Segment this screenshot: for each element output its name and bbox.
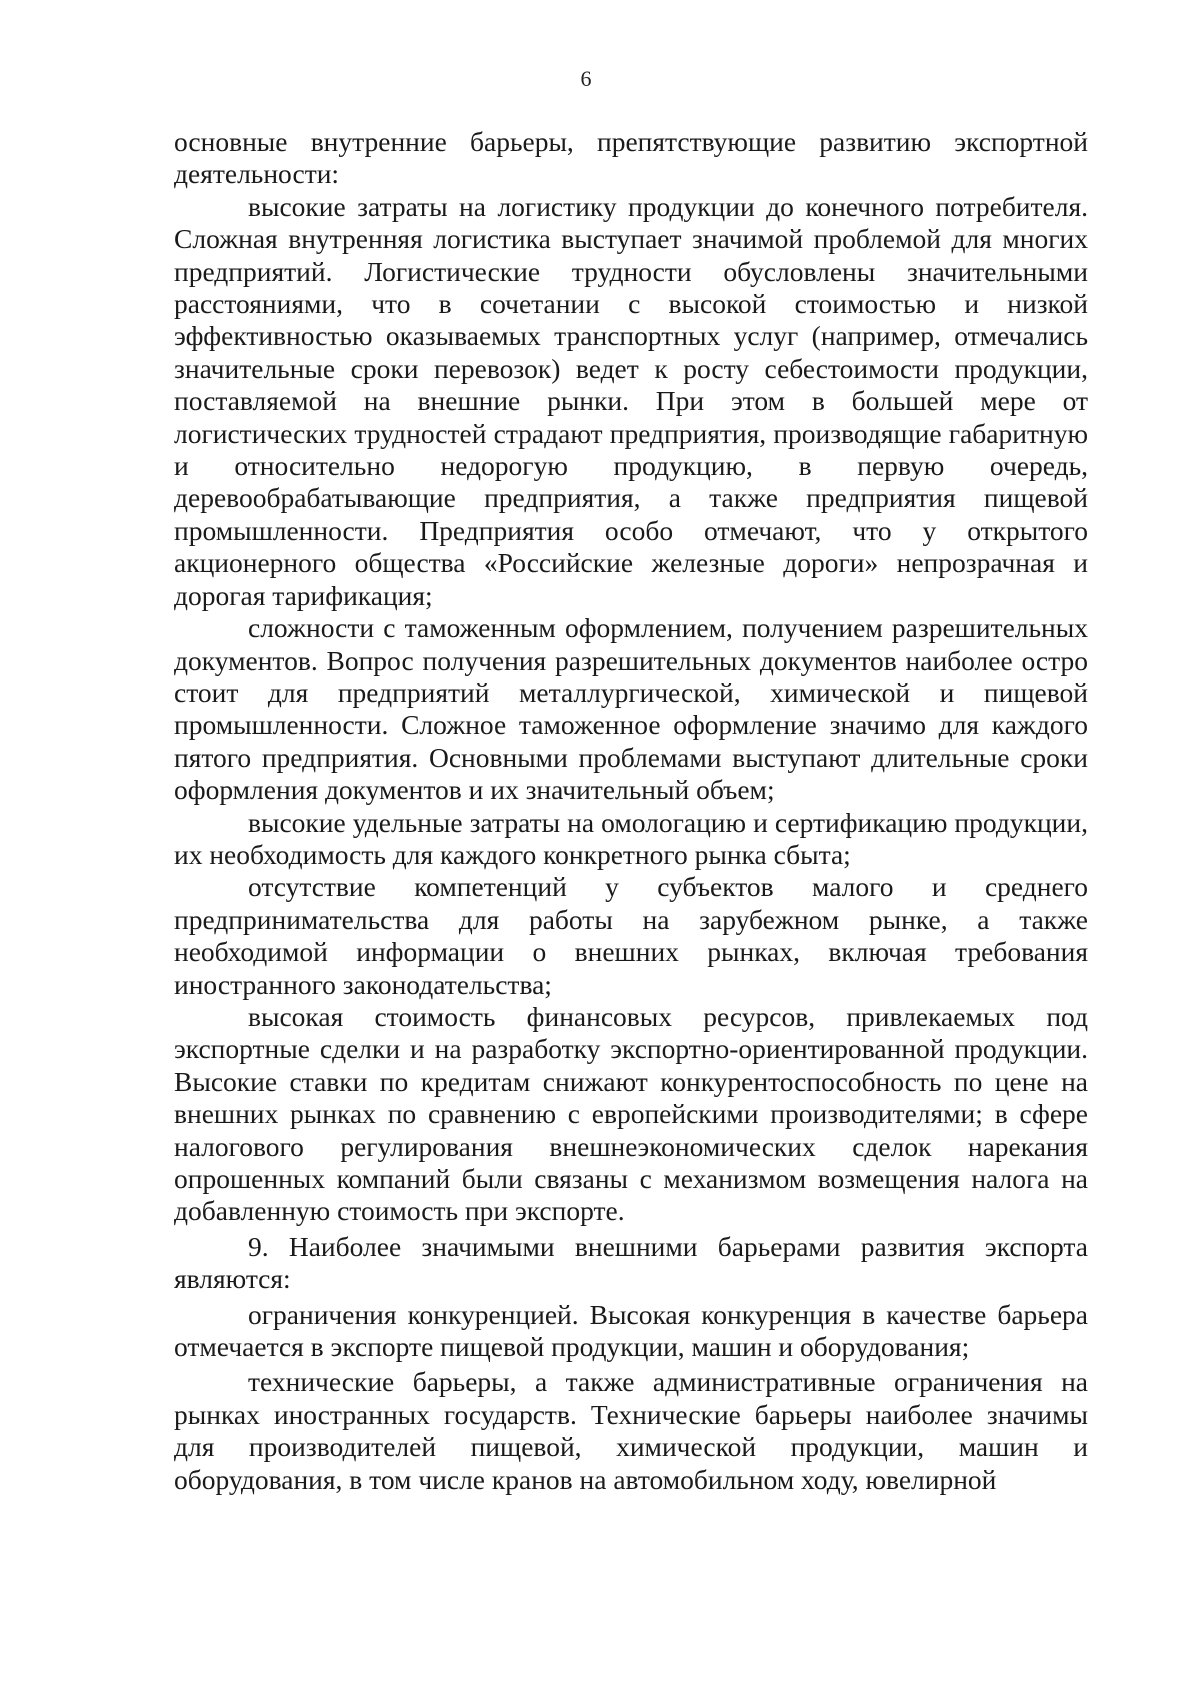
paragraph-external-barriers-intro: 9. Наиболее значимыми внешними барьерами развития экспорта являются: <box>174 1230 1088 1295</box>
document-body <box>174 126 1088 1496</box>
paragraph-certification-costs: высокие удельные затраты на омологацию и сертификацию продукции, их необходимость для каждого конкретного рынка сбыта; <box>174 806 1088 870</box>
paragraph-competition-limits: ограничения конкуренцией. Высокая конкуренция в качестве барьера отмечается в экспорте пищевой продукции, машин и оборудования; <box>174 1298 1088 1363</box>
page-number: 6 <box>580 66 592 91</box>
paragraph-customs-difficulties: сложности с таможенным оформлением, получением разрешительных документов. Вопрос получения разрешительных документов наиболее остро стоит для предприятий металлургической, химической и пищевой промышленности. Сложное таможенное оформление значимо для каждого пятого предприятия. Основными проблемами выступают длительные сроки оформления документов и их значительный объем; <box>174 612 1088 806</box>
paragraph-internal-barriers-intro: основные внутренние барьеры, препятствующие развитию экспортной деятельности: <box>174 126 1088 190</box>
paragraph-lack-of-competencies: отсутствие компетенций у субъектов малого и среднего предпринимательства для работы на зарубежном рынке, а также необходимой информации о внешних рынках, включая требования иностранного законодательства; <box>174 871 1088 1000</box>
paragraph-financial-resources: высокая стоимость финансовых ресурсов, привлекаемых под экспортные сделки и на разработку экспортно-ориентированной продукции. Высокие ставки по кредитам снижают конкурентоспособность по цене на внешних рынках по сравнению с европейскими производителями; в сфере налогового регулирования внешнеэкономических сделок нарекания опрошенных компаний были связаны с механизмом возмещения налога на добавленную стоимость при экспорте. <box>174 1000 1088 1227</box>
paragraph-technical-barriers: технические барьеры, а также административные ограничения на рынках иностранных государств. Технические барьеры наиболее значимы для производителей пищевой, химической продукции, машин и оборудования, в том числе кранов на автомобильном ходу, ювелирной <box>174 1366 1088 1495</box>
paragraph-logistics-costs: высокие затраты на логистику продукции до конечного потребителя. Сложная внутренняя логистика выступает значимой проблемой для многих предприятий. Логистические трудности обусловлены значительными расстояниями, что в сочетании с высокой стоимостью и низкой эффективностью оказываемых транспортных услуг (например, отмечались значительные сроки перевозок) ведет к росту себестоимости продукции, поставляемой на внешние рынки. При этом в большей мере от логистических трудностей страдают предприятия, производящие габаритную и относительно недорогую продукцию, в первую очередь, деревообрабатывающие предприятия, а также предприятия пищевой промышленности. Предприятия особо отмечают, что у открытого акционерного общества «Российские железные дороги» непрозрачная и дорогая тарификация; <box>174 190 1088 611</box>
